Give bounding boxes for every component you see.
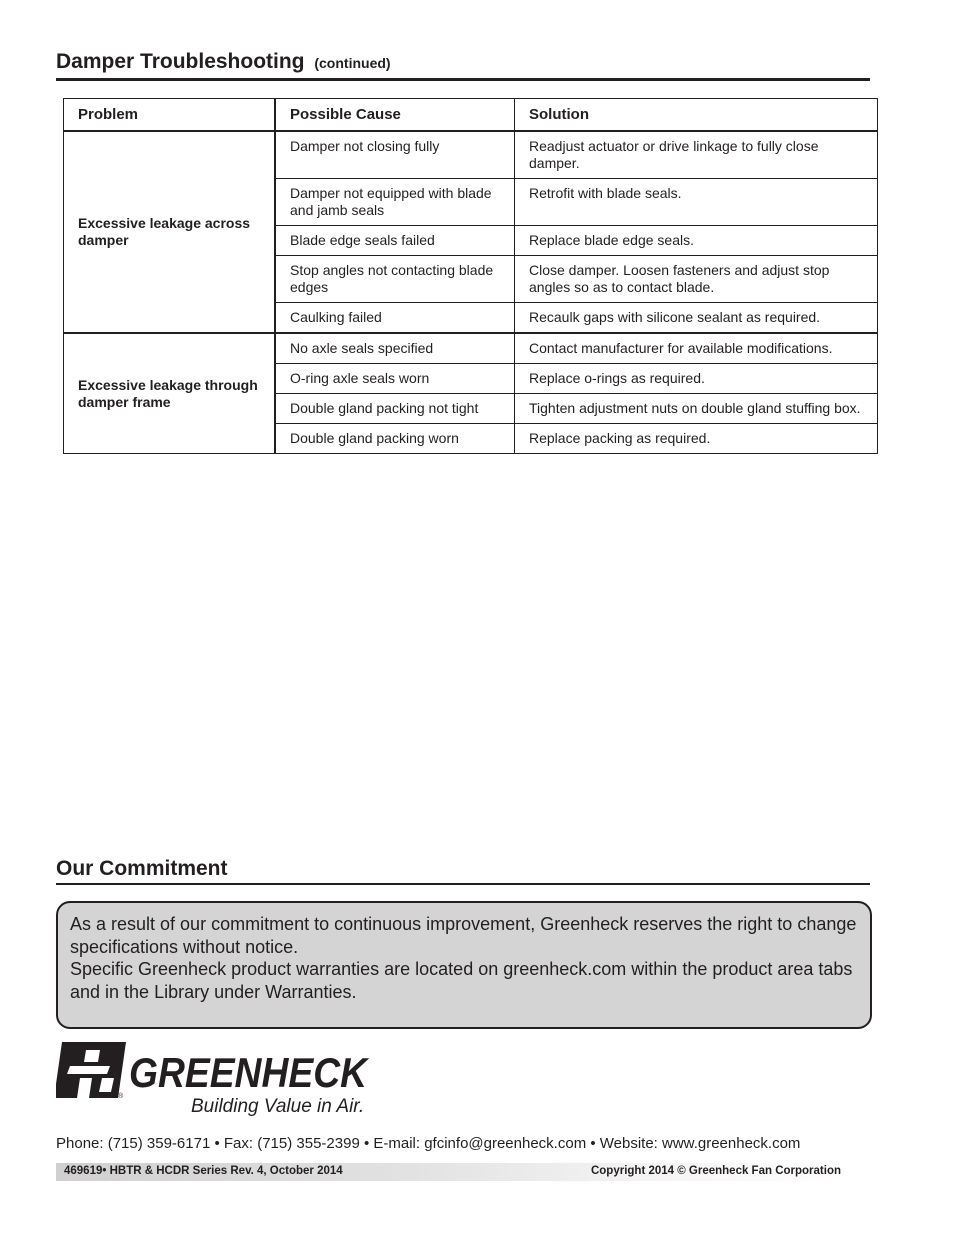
- logo-wordmark: GREENHECK: [129, 1049, 370, 1096]
- solution-cell: Replace packing as required.: [515, 424, 878, 454]
- table-row: [64, 131, 878, 179]
- cause-cell: No axle seals specified: [275, 333, 515, 364]
- cause-cell: Caulking failed: [275, 303, 515, 334]
- commitment-divider: [56, 883, 870, 885]
- contact-line: Phone: (715) 359-6171 • Fax: (715) 355-2399 • E-mail: gfcinfo@greenheck.com • Website: www.greenheck.com: [56, 1135, 801, 1152]
- solution-cell: Readjust actuator or drive linkage to fully close damper.: [515, 131, 878, 179]
- table-row: [64, 333, 878, 364]
- solution-cell: Replace blade edge seals.: [515, 226, 878, 256]
- cause-cell: O-ring axle seals worn: [275, 364, 515, 394]
- page-title: [56, 50, 391, 74]
- troubleshooting-title: Damper Troubleshooting: [56, 50, 305, 73]
- solution-cell: Tighten adjustment nuts on double gland stuffing box.: [515, 394, 878, 424]
- title-suffix: (continued): [314, 55, 391, 71]
- title-divider: [56, 78, 870, 81]
- solution-cell: Close damper. Loosen fasteners and adjust stop angles so as to contact blade.: [515, 256, 878, 303]
- cause-cell: Damper not equipped with blade and jamb seals: [275, 179, 515, 226]
- troubleshooting-table: [63, 98, 878, 454]
- logo-tagline: Building Value in Air.: [191, 1096, 365, 1117]
- commitment-text-1: As a result of our commitment to continuous improvement, Greenheck reserves the right to change specifications without notice.: [70, 914, 857, 957]
- commitment-box: [56, 901, 872, 1029]
- solution-cell: Contact manufacturer for available modifications.: [515, 333, 878, 364]
- greenheck-mark-icon: [56, 1042, 126, 1098]
- cause-cell: Double gland packing not tight: [275, 394, 515, 424]
- problem-cell: Excessive leakage through damper frame: [64, 333, 276, 454]
- greenheck-logo: [56, 1040, 376, 1120]
- cause-cell: Stop angles not contacting blade edges: [275, 256, 515, 303]
- document-id: 469619• HBTR & HCDR Series Rev. 4, October 2014: [64, 1165, 343, 1177]
- solution-cell: Recaulk gaps with silicone sealant as required.: [515, 303, 878, 334]
- commitment-text-2: Specific Greenheck product warranties are located on greenheck.com within the product area tabs and in the Library under Warranties.: [70, 959, 853, 1002]
- table-body: [64, 131, 878, 454]
- header-possible-cause: Possible Cause: [275, 99, 515, 132]
- cause-cell: Double gland packing worn: [275, 424, 515, 454]
- header-solution: Solution: [515, 99, 878, 132]
- commitment-title: Our Commitment: [56, 857, 228, 880]
- problem-cell: Excessive leakage across damper: [64, 131, 276, 333]
- solution-cell: Retrofit with blade seals.: [515, 179, 878, 226]
- cause-cell: Damper not closing fully: [275, 131, 515, 179]
- cause-cell: Blade edge seals failed: [275, 226, 515, 256]
- header-problem: Problem: [64, 99, 276, 132]
- copyright: Copyright 2014 © Greenheck Fan Corporation: [590, 1165, 841, 1177]
- registered-mark: ®: [118, 1093, 124, 1100]
- solution-cell: Replace o-rings as required.: [515, 364, 878, 394]
- table-header-row: [64, 99, 878, 132]
